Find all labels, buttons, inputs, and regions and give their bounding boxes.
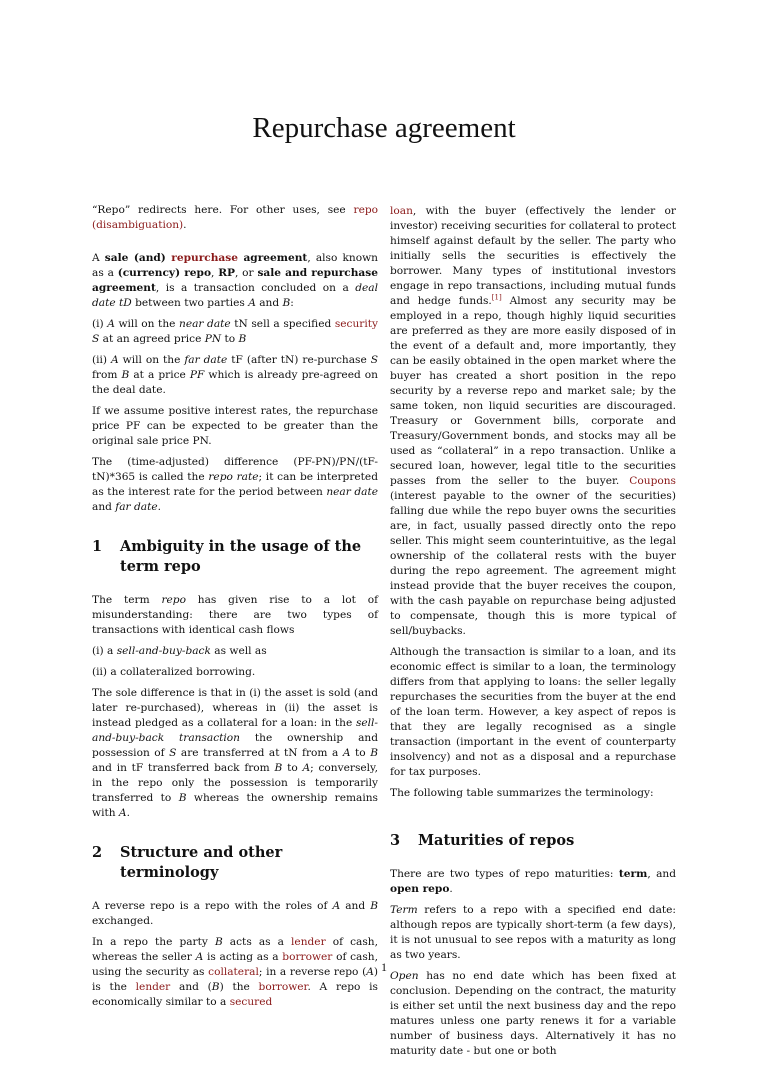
- collateral-link[interactable]: collateral: [208, 966, 259, 978]
- italic-term: near date: [326, 486, 378, 498]
- text: is acting as a: [203, 951, 283, 963]
- text: There are two types of repo maturities:: [390, 868, 619, 880]
- intro-paragraph-2: [92, 317, 378, 347]
- bold-term: sale (and): [104, 252, 172, 264]
- italic-term: S: [92, 333, 100, 345]
- left-column: [92, 203, 378, 1016]
- text: Almost any security may be employed in a repo, though highly liquid securities are preferred as they are more easily disposed of in the event of a default and, more importantly, they can be easily obtained in the open market where the buyer has created a short position in the repo security by a reverse repo and market sale; by the same token, non liquid securities are discouraged. Treasury or Government bills, corporate and Treasury/Government bonds, and stocks may all be used as “collateral” in a repo transaction. Unlike a secured loan, however, legal title to the securities passes from the seller to the buyer.: [390, 295, 676, 487]
- italic-term: B: [178, 792, 187, 804]
- italic-term: B: [214, 936, 223, 948]
- italic-term: A: [366, 966, 374, 978]
- security-link[interactable]: security: [334, 318, 378, 330]
- intro-paragraph-1: [92, 251, 378, 311]
- reference-link[interactable]: [1]: [491, 293, 502, 302]
- italic-term: S: [370, 354, 378, 366]
- text: tF (after tN) re-purchase: [227, 354, 371, 366]
- italic-term: A: [342, 747, 351, 759]
- italic-term: A: [302, 762, 311, 774]
- text: will on the: [118, 354, 185, 366]
- italic-term: B: [274, 762, 283, 774]
- text: (ii): [92, 354, 112, 366]
- hatnote-text: “Repo” redirects here. For other uses, see: [92, 204, 354, 216]
- text: refers to a repo with a specified end date: although repos are typically short-term (a few days), it is not unusual to see repos with a maturity as long as two years.: [390, 904, 676, 961]
- text: has no end date which has been fixed at conclusion. Depending on the contract, the maturity is either set until the next business day and the repo matures unless one party renews it for a variable number of business days. Alternatively it has no maturity date - but one or both: [390, 970, 676, 1057]
- text: the ownership and possession of: [92, 732, 379, 759]
- text: .: [449, 883, 453, 895]
- text: :: [290, 297, 294, 309]
- italic-term: A: [195, 951, 204, 963]
- text: will on the: [114, 318, 179, 330]
- s2-paragraph-1: [92, 899, 378, 929]
- repurchase-link[interactable]: [171, 252, 238, 264]
- text: . A repo is economically similar to a: [92, 981, 378, 1008]
- italic-term: sell-and-buy-back: [116, 645, 211, 657]
- text: , or: [235, 267, 258, 279]
- coupons-link[interactable]: Coupons: [629, 475, 676, 487]
- text: ; conversely, in the repo only the possession is temporarily transferred to: [92, 762, 378, 804]
- section-number: 1: [92, 538, 103, 555]
- text: and (: [170, 981, 212, 993]
- italic-term: A: [107, 318, 115, 330]
- section-heading-3: [390, 831, 676, 851]
- italic-term: A: [118, 807, 127, 819]
- text: and: [92, 501, 116, 513]
- text: from: [92, 369, 122, 381]
- section-heading-2: [92, 843, 378, 883]
- text: as well as: [210, 645, 267, 657]
- section-number: 2: [92, 844, 103, 861]
- hatnote: [92, 203, 378, 233]
- text: which is already pre-agreed on the deal date.: [92, 369, 379, 396]
- italic-term: B: [370, 900, 379, 912]
- italic-term: Term: [390, 904, 418, 916]
- italic-term: far date: [184, 354, 228, 366]
- text: A reverse repo is a repo with the roles of: [92, 900, 333, 912]
- bold-term: sale and repurchase agreement: [92, 267, 379, 294]
- section-title: Ambiguity in the usage of the term repo: [120, 538, 362, 575]
- italic-term: Open: [390, 970, 419, 982]
- text: , is a transaction concluded on a: [155, 282, 356, 294]
- text: and in tF transferred back from: [92, 762, 275, 774]
- italic-term: B: [211, 981, 220, 993]
- italic-term: S: [169, 747, 177, 759]
- text: are transferred at tN from a: [176, 747, 343, 759]
- section-title: Maturities of repos: [418, 832, 575, 849]
- text: (i): [92, 318, 108, 330]
- text: A: [92, 252, 105, 264]
- text: (i) a: [92, 645, 117, 657]
- secured-loan-link[interactable]: secured: [229, 996, 273, 1008]
- intro-paragraph-5: [92, 455, 378, 515]
- text: to: [221, 333, 239, 345]
- page-title: Repurchase agreement: [252, 112, 516, 144]
- text: , also known as a: [92, 252, 378, 279]
- text: of cash, whereas the seller: [92, 936, 378, 963]
- right-column: [390, 204, 676, 1065]
- section-number: 3: [390, 832, 401, 849]
- italic-term: B: [121, 369, 130, 381]
- right-paragraph-1: [390, 204, 676, 639]
- borrower-link[interactable]: borrower: [282, 951, 333, 963]
- text: ; in a reverse repo (: [258, 966, 367, 978]
- text: has given rise to a lot of misunderstanding: there are two types of transactions with identical cash flows: [92, 594, 378, 636]
- text: and: [340, 900, 371, 912]
- borrower-link[interactable]: borrower: [258, 981, 308, 993]
- italic-term: near date: [179, 318, 231, 330]
- text: to: [282, 762, 303, 774]
- text: and: [255, 297, 283, 309]
- s3-paragraph-2: [390, 903, 676, 963]
- right-paragraph-2: Although the transaction is similar to a loan, and its economic effect is similar to a loan, the terminology differs from that applying to loans: the seller legally repurchases the securities from the buyer at the end of the loan term. However, a key aspect of repos is that they are legally recognised as a single transaction (important in the event of counterparty insolvency) and not as a disposal and a repurchase for tax purposes.: [390, 646, 676, 778]
- italic-term: A: [111, 354, 119, 366]
- italic-term: A: [248, 297, 256, 309]
- section-title: Structure and other terminology: [120, 844, 283, 881]
- text: (interest payable to the owner of the securities) falling due while the repo buyer owns the securities are, in fact, usually passed directly onto the repo seller. This might seem counterintuitive, as the legal ownership of the collateral rests with the buyer during the repo agreement. The agreement might instead provide that the buyer receives the coupon, with the cash payable on repurchase being adjusted to compensate, though this is more typical of sell/buybacks.: [390, 490, 676, 637]
- text: acts as a: [222, 936, 292, 948]
- intro-paragraph-4: If we assume positive interest rates, the repurchase price PF can be expected to be greater than the original sale price PN.: [92, 405, 378, 447]
- italic-term: A: [332, 900, 341, 912]
- hatnote-text: .: [183, 219, 187, 231]
- italic-term: B: [370, 747, 378, 759]
- s3-paragraph-1: [390, 867, 676, 897]
- page-number: 1: [381, 960, 387, 974]
- italic-term: far date: [115, 501, 158, 513]
- lender-link[interactable]: lender: [291, 936, 326, 948]
- text: .: [126, 807, 130, 819]
- text: at an agreed price: [99, 333, 205, 345]
- s3-paragraph-3: [390, 969, 676, 1059]
- text: ) the: [219, 981, 259, 993]
- italic-term: B: [282, 297, 291, 309]
- bold-term: open repo: [390, 883, 450, 895]
- bold-term: repurchase: [171, 252, 238, 264]
- text: The (time-adjusted) difference (PF-PN)/PN/(tF-tN)*365 is called the: [92, 456, 378, 483]
- italic-term: repo rate: [208, 471, 259, 483]
- bold-term: agreement: [238, 252, 308, 264]
- bold-term: (currency) repo: [117, 267, 212, 279]
- text: In a repo the party: [92, 936, 215, 948]
- italic-term: deal date tD: [92, 282, 378, 309]
- text: whereas the ownership remains with: [92, 792, 378, 819]
- loan-link[interactable]: loan: [390, 205, 413, 217]
- text: to: [350, 747, 371, 759]
- bold-term: term: [618, 868, 648, 880]
- italic-term: PF: [189, 369, 205, 381]
- text: at a price: [129, 369, 190, 381]
- intro-paragraph-3: [92, 353, 378, 398]
- text: .: [157, 501, 161, 513]
- s1-paragraph-4: [92, 686, 378, 821]
- section-heading-1: [92, 537, 378, 577]
- text: ) is the: [92, 966, 378, 993]
- text: between two parties: [131, 297, 249, 309]
- lender-link[interactable]: lender: [135, 981, 171, 993]
- text: , with the buyer (effectively the lender or investor) receiving securities for collateral to protect himself against default by the seller. The party who initially sells the securities is effectively the borrower. Many types of institutional investors engage in repo transactions, including mutual funds and hedge funds.: [390, 205, 676, 307]
- s1-paragraph-1: [92, 593, 378, 638]
- text: exchanged.: [92, 915, 154, 927]
- s1-paragraph-3: (ii) a collateralized borrowing.: [92, 666, 256, 678]
- italic-term: sell-and-buy-back transaction: [92, 717, 378, 744]
- bold-term: RP: [218, 267, 235, 279]
- text: The term: [92, 594, 162, 606]
- s1-paragraph-2: [92, 644, 378, 659]
- text: , and: [647, 868, 676, 880]
- text: tN sell a specified: [230, 318, 335, 330]
- text: ,: [211, 267, 219, 279]
- italic-term: repo: [161, 594, 186, 606]
- text: The sole difference is that in (i) the asset is sold (and later re-purchased), whereas in (ii) the asset is instead pledged as a collateral for a loan: in the: [92, 687, 378, 729]
- repo-disambiguation-link[interactable]: repo (disambiguation): [92, 204, 378, 231]
- text: ; it can be interpreted as the interest rate for the period between: [92, 471, 378, 498]
- italic-term: PN: [204, 333, 222, 345]
- italic-term: B: [238, 333, 247, 345]
- right-paragraph-3: The following table summarizes the terminology:: [390, 787, 654, 799]
- text: of cash, using the security as: [92, 951, 378, 978]
